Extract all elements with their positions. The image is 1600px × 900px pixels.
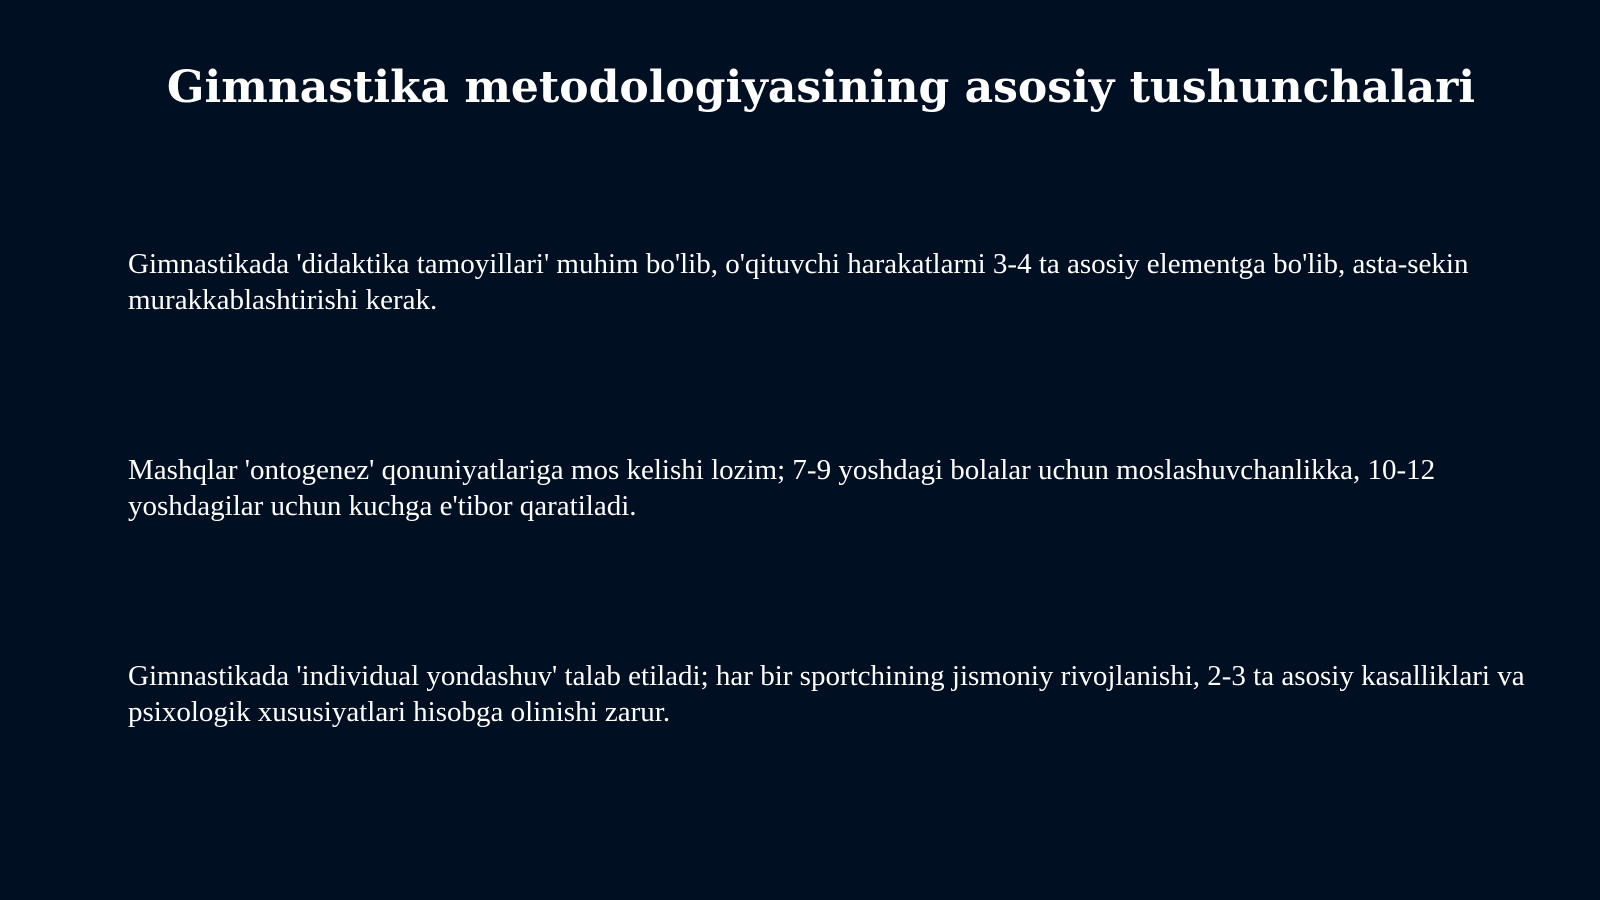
paragraph-ontogenesis: Mashqlar 'ontogenez' qonuniyatlariga mos kelishi lozim; 7-9 yoshdagi bolalar uchun moslashuvchanlikka, 10-12 yoshdagilar uchun kuchga e'tibor qaratiladi.	[128, 454, 1436, 522]
paragraph-didactics: Gimnastikada 'didaktika tamoyillari' muhim bo'lib, o'qituvchi harakatlarni 3-4 ta asosiy elementga bo'lib, asta-sekin murakkablashtirishi kerak.	[128, 248, 1469, 316]
slide-title: Gimnastika metodologiyasining asosiy tushunchalari	[166, 62, 1476, 113]
paragraph-individual-approach: Gimnastikada 'individual yondashuv' talab etiladi; har bir sportchining jismoniy rivojlanishi, 2-3 ta asosiy kasalliklari va psixologik xususiyatlari hisobga olinishi zarur.	[128, 660, 1525, 728]
